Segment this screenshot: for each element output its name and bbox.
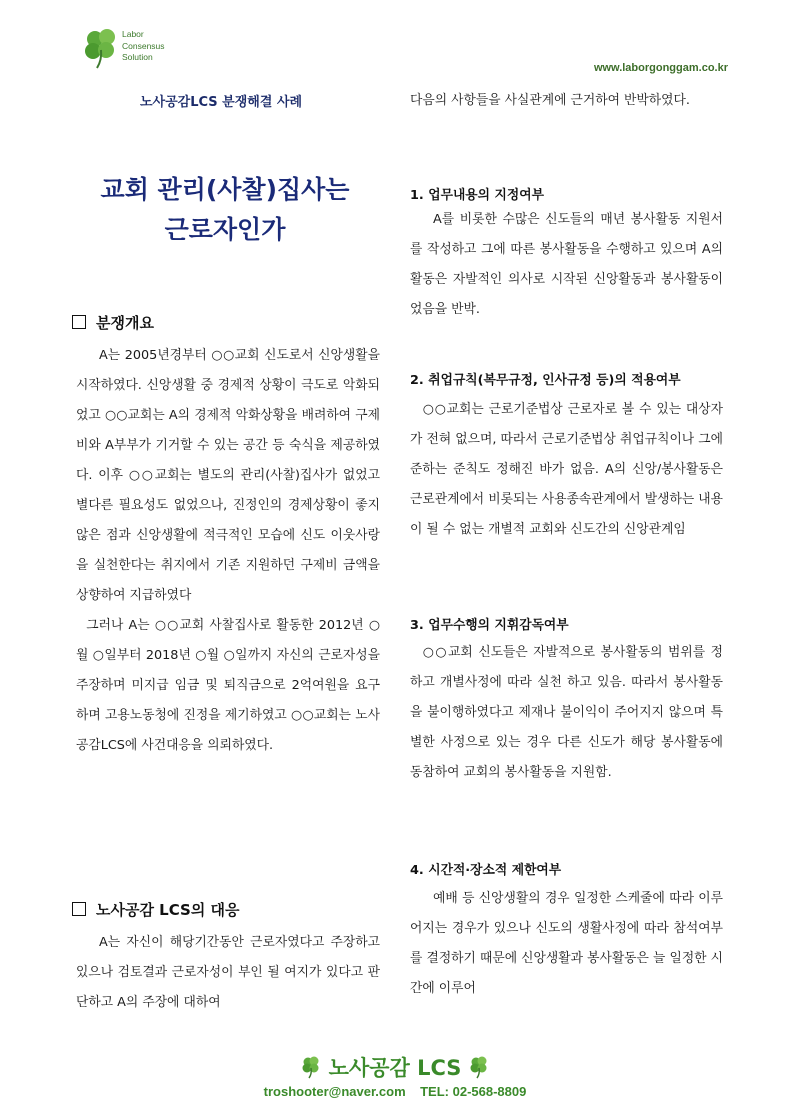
overview-text <box>76 341 380 761</box>
clover-icon <box>82 26 122 70</box>
logo-line: Labor <box>122 29 144 39</box>
company-logo <box>82 26 202 72</box>
point-4-text <box>410 884 723 1004</box>
section-heading-text: 노사공감 LCS의 대응 <box>96 901 240 919</box>
footer <box>0 1052 790 1099</box>
section-heading-text: 분쟁개요 <box>96 314 154 332</box>
paragraph: A는 2005년경부터 ○○교회 신도로서 신앙생활을 시작하였다. 신앙생활 중 경제적 상황이 극도로 악화되었고 ○○교회는 A의 경제적 악화상황을 배려하여 구제비와 A부부가 기거할 수 있는 공간 등 숙식을 제공하였다. 이후 ○○교회는 별도의 관리(사찰)집사가 없었고 별다른 필요성도 없었으나, 진정인의 경제상황이 좋지 않은 점과 신앙생활에 적극적인 모습에 신도 이웃사랑을 실천한다는 취지에서 기존 지원하던 구제비 금액을 상향하여 지급하였다 <box>76 348 380 603</box>
checkbox-square-icon <box>72 315 86 329</box>
paragraph: 그러나 A는 ○○교회 사찰집사로 활동한 2012년 ○월 ○일부터 2018년 ○월 ○일까지 자신의 근로자성을 주장하며 미지급 임금 및 퇴직금으로 2억여원을 요구하며 고용노동청에 진정을 제기하였고 ○○교회는 노사공감LCS에 사건대응을 의뢰하였다. <box>76 618 380 753</box>
logo-text <box>122 29 165 64</box>
brand-name: 노사공감 LCS <box>328 1056 462 1080</box>
logo-line: Consensus <box>122 40 165 51</box>
paragraph: A를 비롯한 수많은 신도들의 매년 봉사활동 지원서를 작성하고 그에 따른 봉사활동을 수행하고 있으며 A의 활동은 자발적인 의사로 시작된 신앙활동과 봉사활동이었음을 반박. <box>410 212 723 317</box>
logo-line: Solution <box>122 52 153 62</box>
point-2-heading: 2. 취업규칙(복무규정, 인사규정 등)의 적용여부 <box>410 373 681 388</box>
website-url: www.laborgonggam.co.kr <box>593 62 728 74</box>
footer-contact <box>0 1084 790 1099</box>
response-text <box>76 928 380 1018</box>
paragraph: 다음의 사항들을 사실관계에 근거하여 반박하였다. <box>410 93 690 108</box>
page-title <box>65 170 385 250</box>
title-line-1: 교회 관리(사찰)집사는 <box>100 175 350 204</box>
response-continuation <box>410 86 723 116</box>
checkbox-square-icon <box>72 902 86 916</box>
point-2-text <box>410 395 723 545</box>
point-1-text <box>410 205 723 325</box>
section-heading-overview <box>72 312 154 333</box>
clover-icon <box>469 1055 489 1084</box>
section-heading-response <box>72 899 240 920</box>
contact-tel: TEL: 02-568-8809 <box>420 1084 527 1099</box>
paragraph: ○○교회는 근로기준법상 근로자로 볼 수 있는 대상자가 전혀 없으며, 따라서 근로기준법상 취업규칙이나 그에 준하는 준칙도 정해진 바가 없음. A의 신앙/봉사활동은 근로관계에서 비롯되는 사용종속관계에서 발생하는 내용이 될 수 없는 개별적 교회와 신도간의 신앙관계임 <box>410 402 723 537</box>
paragraph: 예배 등 신앙생활의 경우 일정한 스케줄에 따라 이루어지는 경우가 있으나 신도의 생활사정에 따라 참석여부를 결정하기 때문에 신앙생활과 봉사활동은 늘 일정한 시간에 이루어 <box>410 891 723 996</box>
footer-brand <box>0 1052 790 1084</box>
point-3-heading: 3. 업무수행의 지휘감독여부 <box>410 618 569 633</box>
clover-icon <box>301 1055 321 1084</box>
point-4-heading: 4. 시간적·장소적 제한여부 <box>410 863 562 878</box>
paragraph: ○○교회 신도들은 자발적으로 봉사활동의 범위를 정하고 개별사정에 따라 실천 하고 있음. 따라서 봉사활동을 불이행하였다고 제재나 불이익이 주어지지 않으며 특별한 사정으로 있는 경우 다른 신도가 해당 봉사활동에 동참하여 교회의 봉사활동을 지원함. <box>410 645 723 780</box>
paragraph: A는 자신이 해당기간동안 근로자였다고 주장하고 있으나 검토결과 근로자성이 부인 될 여지가 있다고 판단하고 A의 주장에 대하여 <box>76 935 380 1010</box>
point-1-heading: 1. 업무내용의 지정여부 <box>410 188 544 203</box>
title-line-2: 근로자인가 <box>164 215 286 244</box>
point-3-text <box>410 638 723 788</box>
contact-email[interactable]: troshooter@naver.com <box>263 1084 406 1099</box>
series-label: 노사공감LCS 분쟁해결 사례 <box>140 95 303 110</box>
